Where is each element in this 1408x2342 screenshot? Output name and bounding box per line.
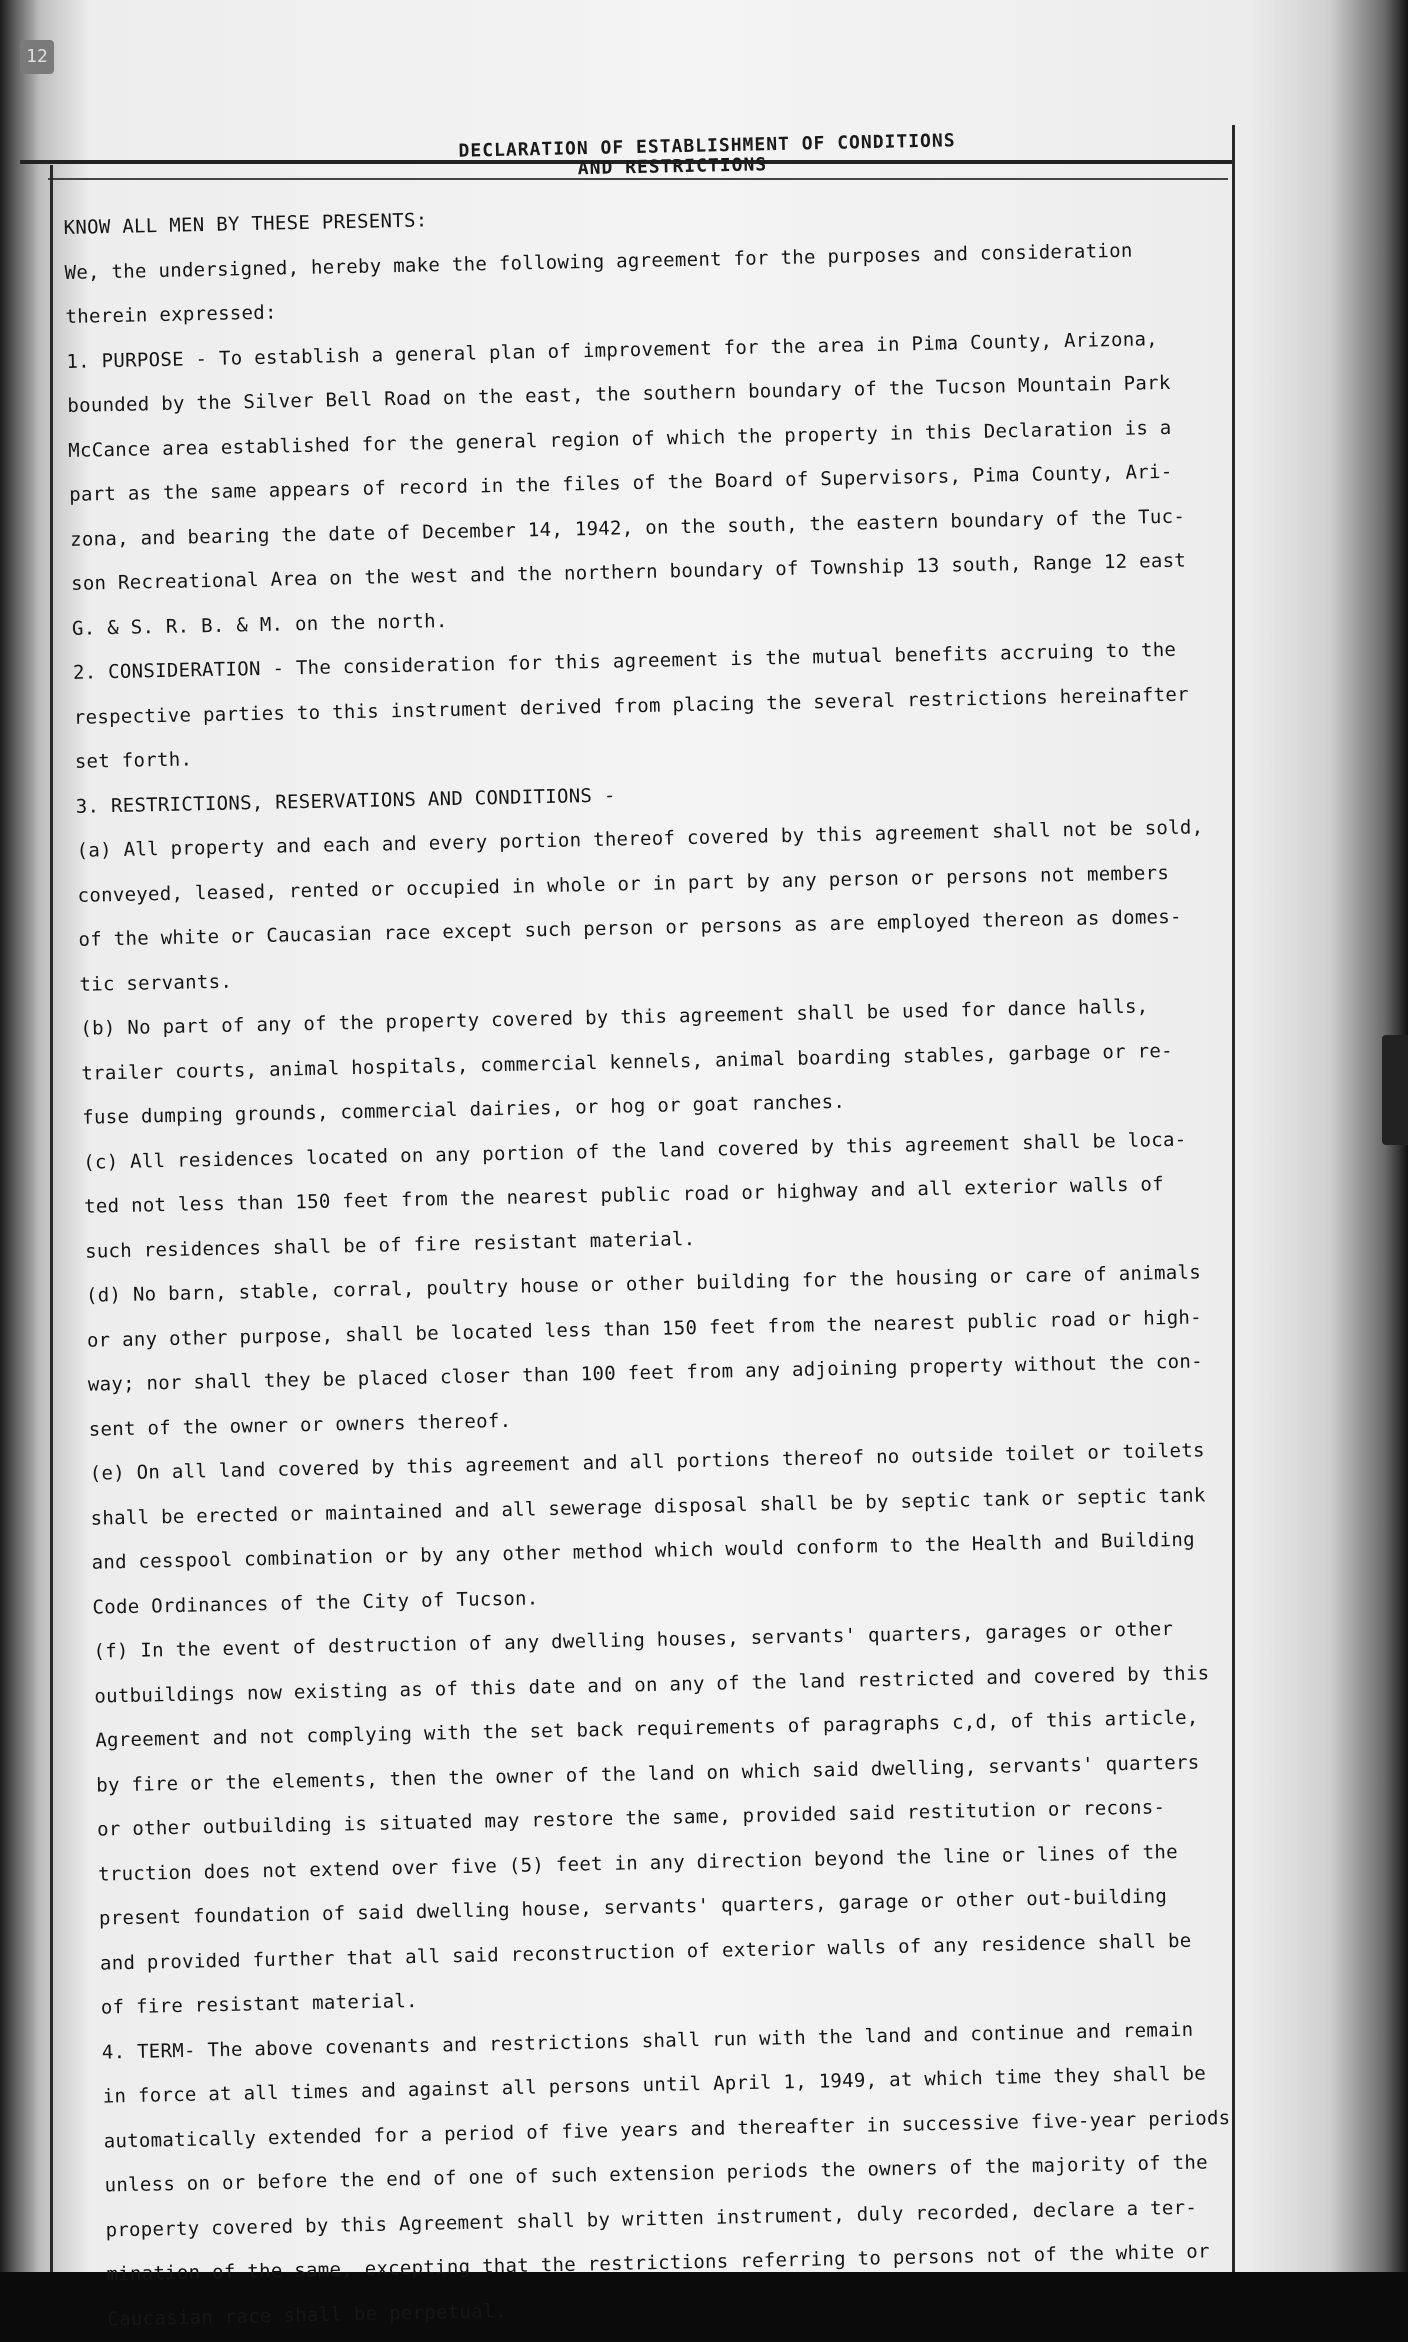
text-line: fuse dumping grounds, commercial dairies, or hog or goat ranches. bbox=[82, 1090, 846, 1129]
text-line: automatically extended for a period of five years and thereafter in successive five-year periods bbox=[103, 2106, 1231, 2153]
text-line: Agreement and not complying with the set back requirements of paragraphs c,d, of this article, bbox=[95, 1706, 1199, 1752]
text-line: present foundation of said dwelling house, servants' quarters, garage or other out-building bbox=[98, 1885, 1168, 1930]
document-text bbox=[63, 180, 1367, 2342]
page-corner-mark bbox=[20, 40, 54, 74]
text-line: way; nor shall they be placed closer than 100 feet from any adjoining property without the con- bbox=[87, 1350, 1204, 1396]
text-line: outbuildings now existing as of this date and on any of the land restricted and covered by this bbox=[94, 1661, 1210, 1708]
text-line: respective parties to this instrument derived from placing the several restrictions hereinafter bbox=[73, 683, 1190, 729]
text-line: sent of the owner or owners thereof. bbox=[88, 1409, 512, 1441]
text-line: (f) In the event of destruction of any dwelling houses, servants' quarters, garages or other bbox=[93, 1618, 1174, 1663]
text-line: of the white or Caucasian race except such person or persons as are employed thereon as domes- bbox=[78, 905, 1183, 951]
text-line: KNOW ALL MEN BY THESE PRESENTS: bbox=[63, 209, 428, 239]
text-line: tic servants. bbox=[79, 970, 233, 996]
text-line: or other outbuilding is situated may restore the same, provided said restitution or recons- bbox=[96, 1796, 1166, 1841]
text-line: in force at all times and against all persons until April 1, 1949, at which time they shall be bbox=[102, 2062, 1207, 2108]
text-line: or any other purpose, shall be located less than 150 feet from the nearest public road or high- bbox=[86, 1305, 1203, 1352]
text-line: Caucasian race shall be perpetual. bbox=[107, 2299, 507, 2331]
text-line: G. & S. R. B. & M. on the north. bbox=[71, 609, 448, 640]
text-line: son Recreational Area on the west and the northern boundary of Township 13 south, Range 12 east bbox=[70, 549, 1187, 595]
text-line: Code Ordinances of the City of Tucson. bbox=[92, 1586, 539, 1619]
text-line: therein expressed: bbox=[65, 301, 277, 328]
text-line: conveyed, leased, rented or occupied in whole or in part by any person or persons not members bbox=[77, 861, 1170, 907]
text-line: (d) No barn, stable, corral, poultry house or other building for the housing or care of animals bbox=[85, 1261, 1202, 1307]
text-line: zona, and bearing the date of December 14, 1942, on the south, the eastern boundary of the Tuc- bbox=[69, 505, 1186, 551]
text-line: (e) On all land covered by this agreement and all portions thereof no outside toilet or toilets bbox=[89, 1439, 1205, 1485]
text-line: (a) All property and each and every portion thereof covered by this agreement shall not be sold, bbox=[76, 816, 1204, 862]
text-line: 3. RESTRICTIONS, RESERVATIONS AND CONDITIONS - bbox=[75, 784, 616, 818]
text-line: by fire or the elements, then the owner of the land on which said dwelling, servants' quarters bbox=[96, 1751, 1200, 1797]
text-line: McCance area established for the general region of which the property in this Declaration is a bbox=[68, 416, 1172, 462]
text-line: We, the undersigned, hereby make the following agreement for the purposes and consideration bbox=[64, 239, 1133, 284]
text-line: trailer courts, animal hospitals, commercial kennels, animal boarding stables, garbage or re- bbox=[81, 1039, 1174, 1085]
text-line: (c) All residences located on any portion of the land covered by this agreement shall be loca- bbox=[82, 1128, 1187, 1174]
page-number: 12 bbox=[26, 46, 48, 67]
binder-edge-tab bbox=[1382, 1035, 1408, 1145]
text-line: property covered by this Agreement shall by written instrument, duly recorded, declare a ter- bbox=[105, 2196, 1198, 2242]
text-line: part as the same appears of record in the files of the Board of Supervisors, Pima County, Ari- bbox=[68, 460, 1173, 506]
document-body bbox=[62, 124, 1368, 2342]
text-line: and cesspool combination or by any other method which would conform to the Health and Building bbox=[91, 1528, 1196, 1574]
text-line: ted not less than 150 feet from the nearest public road or highway and all exterior walls of bbox=[83, 1173, 1165, 1218]
text-line: unless on or before the end of one of such extension periods the owners of the majority of the bbox=[104, 2151, 1209, 2197]
text-line: 1. PURPOSE - To establish a general plan of improvement for the area in Pima County, Arizona, bbox=[66, 327, 1159, 373]
text-line: and provided further that all said reconstruction of exterior walls of any residence shall be bbox=[99, 1929, 1192, 1975]
text-line: 2. CONSIDERATION - The consideration for this agreement is the mutual benefits accruing to the bbox=[72, 638, 1177, 684]
text-line: (b) No part of any of the property covered by this agreement shall be used for dance halls, bbox=[80, 995, 1149, 1040]
text-line: truction does not extend over five (5) feet in any direction beyond the line or lines of the bbox=[97, 1840, 1179, 1886]
text-line: mination of the same, excepting that the restrictions referring to persons not of the white or bbox=[106, 2240, 1210, 2286]
text-line: set forth. bbox=[74, 748, 193, 773]
title-line-2: AND RESTRICTIONS bbox=[577, 154, 768, 180]
frame-left-rule bbox=[50, 165, 53, 2272]
text-line: of fire resistant material. bbox=[100, 1989, 419, 2019]
title-line-1: DECLARATION OF ESTABLISHMENT OF CONDITIONS bbox=[458, 130, 956, 162]
text-line: bounded by the Silver Bell Road on the east, the southern boundary of the Tucson Mountain Park bbox=[67, 371, 1171, 417]
text-line: such residences shall be of fire resistant material. bbox=[84, 1227, 696, 1263]
text-line: 4. TERM- The above covenants and restrictions shall run with the land and continue and remain bbox=[101, 2018, 1194, 2064]
text-line: shall be erected or maintained and all sewerage disposal shall be by septic tank or septic tank bbox=[90, 1483, 1206, 1530]
